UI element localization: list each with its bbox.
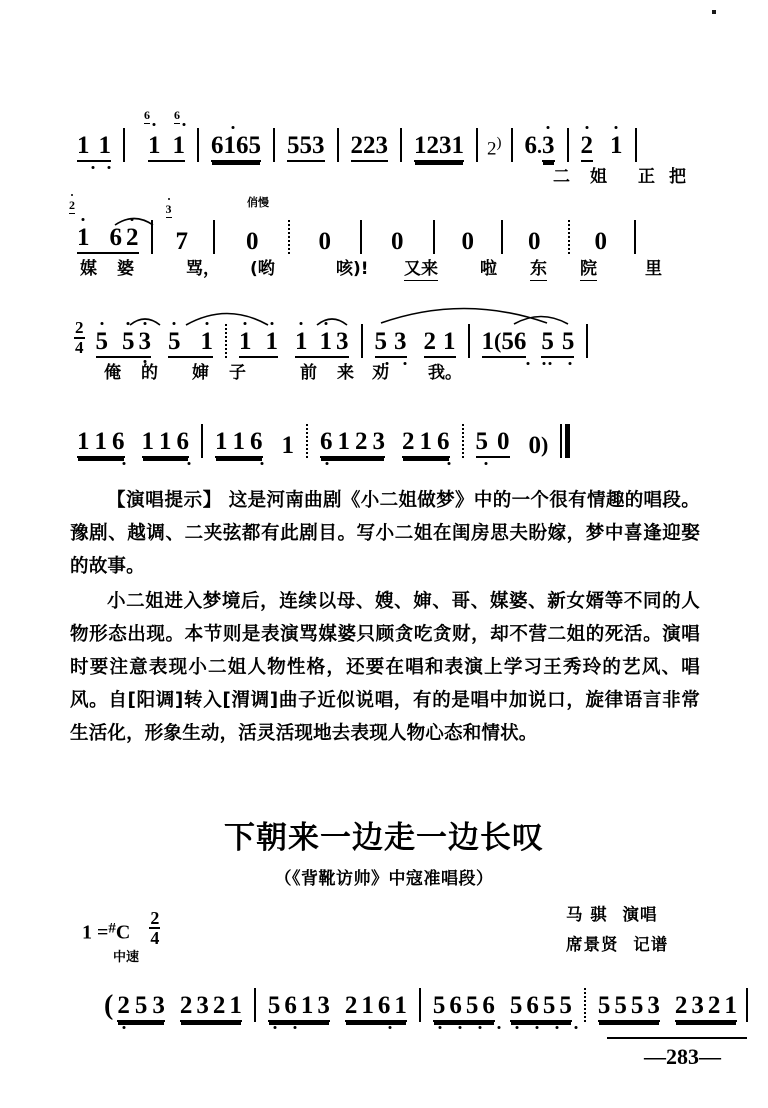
key-label: 1 = xyxy=(82,921,109,944)
lyric-row-1 xyxy=(0,162,768,196)
note-group: 5 3 xyxy=(375,329,407,358)
lyric-char: 把 xyxy=(669,167,686,187)
lyric-char: 咳)! xyxy=(336,259,369,279)
time-signature: $\frac{2}{4}$ xyxy=(75,318,84,357)
lyric-char: 又来 xyxy=(404,254,438,281)
barline xyxy=(360,220,362,254)
scan-speck xyxy=(712,10,716,14)
music-line-song-b-1 xyxy=(0,964,768,1022)
barline xyxy=(254,988,256,1022)
lyric-char: 的 xyxy=(141,363,158,383)
slur-arc xyxy=(184,305,270,327)
note-group: 1 1 6 xyxy=(77,429,125,458)
lyric-char: 我。 xyxy=(428,363,462,383)
lyric-char: 媒 xyxy=(80,259,97,279)
note-group-grace: 3 7 xyxy=(176,229,189,254)
note-group: 1 1 xyxy=(77,133,111,162)
lyric-char: 啦 xyxy=(480,259,497,279)
grace-note: 6 xyxy=(174,108,180,122)
note-group: 1(56 xyxy=(482,328,527,358)
note-group: 2 3 2 1 xyxy=(675,993,737,1022)
note-group: 2 1 xyxy=(581,133,623,162)
barline xyxy=(213,220,215,254)
note-group: 5 0 xyxy=(476,429,510,458)
barline xyxy=(501,220,503,254)
barline xyxy=(197,128,199,162)
barline-dashed xyxy=(225,324,227,358)
note-group: 6 1 2 3 xyxy=(320,429,385,458)
staff-row xyxy=(0,104,768,162)
lyric-char: 骂， xyxy=(186,259,220,279)
performance-note-paragraph-1 xyxy=(70,484,700,583)
lyric-row-3 xyxy=(0,358,768,392)
credit-performer-role: 演唱 xyxy=(622,905,658,924)
repeat-ending-number: 2) xyxy=(487,134,502,159)
barline xyxy=(433,220,435,254)
credit-performer-name: 马 骐 xyxy=(566,905,608,924)
note-group-grace: 6 6 1 1 xyxy=(148,133,185,162)
note-group: 1 1 6 xyxy=(215,429,263,458)
music-line-3 xyxy=(0,300,768,392)
performance-note-tag: 【演唱提示】 xyxy=(107,490,222,511)
note-group: 2 1 xyxy=(424,329,456,358)
barline-dashed xyxy=(462,424,464,458)
lyric-char: (哟 xyxy=(250,259,275,279)
tempo-marking: 俏慢 xyxy=(247,196,269,209)
time-signature-numerator: 2 xyxy=(150,908,160,928)
lyric-char: 子 xyxy=(229,363,246,383)
note-group: 0) xyxy=(528,432,549,459)
lyric-char: 东 xyxy=(530,254,547,281)
lyric-char: 婆 xyxy=(117,259,134,279)
barline xyxy=(634,220,636,254)
slur-arc xyxy=(113,213,155,227)
time-signature-denominator: 4 xyxy=(150,928,160,949)
barline xyxy=(400,128,402,162)
performance-note-block xyxy=(70,484,700,750)
song-subtitle: （《背靴访帅》中寇准唱段） xyxy=(274,869,494,889)
note-group: 2 1 6 1 xyxy=(345,993,407,1022)
lyric-char: 劝 xyxy=(372,363,389,383)
footer-rule xyxy=(607,1037,747,1039)
staff-row xyxy=(0,400,768,458)
barline xyxy=(123,128,125,162)
lyric-char: 前 xyxy=(300,363,317,383)
note-group: 2 1 6 xyxy=(402,429,450,458)
credit-performer xyxy=(566,901,658,925)
note-group: 553 xyxy=(287,133,325,162)
barline xyxy=(586,324,588,358)
page-number: —283— xyxy=(644,1044,721,1069)
barline xyxy=(361,324,363,358)
note-group: 0 xyxy=(594,228,607,255)
performance-note-paragraph-2: 小二姐进入梦境后，连续以母、嫂、婶、哥、媒婆、新女婿等不同的人物形态出现。本节则是表演骂媒婆只顾贪吃贪财，却不营二姐的死活。演唱时要注意表现小二姐人物性格，还要在唱和表演上学习王秀玲的艺风、唱风。自[阳调]转入[渭调]曲子近似说唱，有的是唱中加说口，旋律语言非常生活化，形象生动，活灵活现地去表现人物心态和情状。 xyxy=(70,591,700,744)
note-group: 1 1 6 xyxy=(142,429,190,458)
note-group: 223 xyxy=(351,133,389,162)
staff-row xyxy=(0,196,768,254)
key-signature xyxy=(82,906,168,949)
note-group: 6165 xyxy=(211,133,261,162)
note-group: 1231 xyxy=(414,133,464,162)
barline xyxy=(511,128,513,162)
note-group: 0 xyxy=(246,228,259,255)
note-group: 6.3 xyxy=(525,133,555,162)
lyric-char: 婶 xyxy=(192,363,209,383)
barline xyxy=(746,988,748,1022)
grace-note: 3 xyxy=(166,203,172,215)
slur-arc xyxy=(128,314,162,327)
music-line-2 xyxy=(0,196,768,288)
time-signature xyxy=(149,909,160,948)
lyric-char: 里 xyxy=(645,259,662,279)
note-group: 1 1 xyxy=(239,329,278,358)
note-group: 5 5 xyxy=(541,329,574,358)
lyric-char: 正 xyxy=(638,167,655,187)
barline-dashed xyxy=(288,220,290,254)
barline xyxy=(337,128,339,162)
final-barline xyxy=(560,424,570,458)
barline-dashed xyxy=(584,988,586,1022)
barline xyxy=(567,128,569,162)
sharp-icon: # xyxy=(108,920,116,937)
note-group: 1 1 3 xyxy=(295,329,349,358)
note-group: 0 xyxy=(318,228,331,255)
note-group: 5 5 5 3 xyxy=(598,993,660,1022)
lyric-char: 二 xyxy=(553,167,570,187)
barline xyxy=(201,424,203,458)
music-line-1 xyxy=(0,104,768,196)
open-paren: ( xyxy=(104,990,114,1021)
note-group: 5 6 5 6 xyxy=(433,993,495,1022)
lyric-char: 院 xyxy=(580,254,597,281)
note-group: 0 xyxy=(461,228,474,255)
credit-transcriber-name: 席景贤 xyxy=(566,935,619,954)
barline-dashed xyxy=(568,220,570,254)
key-note: C xyxy=(115,921,131,944)
lyric-char: 俺 xyxy=(104,363,121,383)
note-group: 0 xyxy=(528,228,541,255)
note-group: 2 5 3 xyxy=(117,993,165,1022)
performance-note-text-1: 这是河南曲剧《小二姐做梦》中的一个很有情趣的唱段。豫剧、越调、二夹弦都有此剧目。写小二姐在闺房思夫盼嫁，梦中喜逢迎娶的故事。 xyxy=(70,490,700,577)
grace-note: 6 xyxy=(144,108,150,122)
note-group: 5 5 3 xyxy=(96,329,152,358)
staff-row xyxy=(0,964,768,1022)
slur-arc xyxy=(512,311,570,326)
barline xyxy=(273,128,275,162)
tempo-marking: 中速 xyxy=(113,950,140,965)
note-group: 2 3 2 1 xyxy=(180,993,242,1022)
song-title: 下朝来一边走一边长叹 xyxy=(224,820,544,856)
note-group: 0 xyxy=(391,228,404,255)
credit-transcriber-role: 记谱 xyxy=(633,935,669,954)
note-group-grace: 2 1 6 2 xyxy=(77,225,139,254)
grace-note: 2 xyxy=(69,199,75,211)
barline xyxy=(635,128,637,162)
note-group: 5 6 1 3 xyxy=(268,993,330,1022)
lyric-row-2 xyxy=(0,254,768,288)
note-group: 5 1 xyxy=(168,329,213,358)
barline xyxy=(419,988,421,1022)
barline xyxy=(468,324,470,358)
credit-transcriber xyxy=(566,931,668,955)
barline xyxy=(476,128,478,162)
staff-row xyxy=(0,300,768,358)
slur-arc xyxy=(315,314,349,327)
lyric-char: 姐 xyxy=(590,167,607,187)
note-group: 1 xyxy=(281,432,294,459)
music-line-4 xyxy=(0,400,768,458)
barline-dashed xyxy=(306,424,308,458)
note-group: 5 6 5 5 xyxy=(510,993,572,1022)
lyric-char: 来 xyxy=(337,363,354,383)
